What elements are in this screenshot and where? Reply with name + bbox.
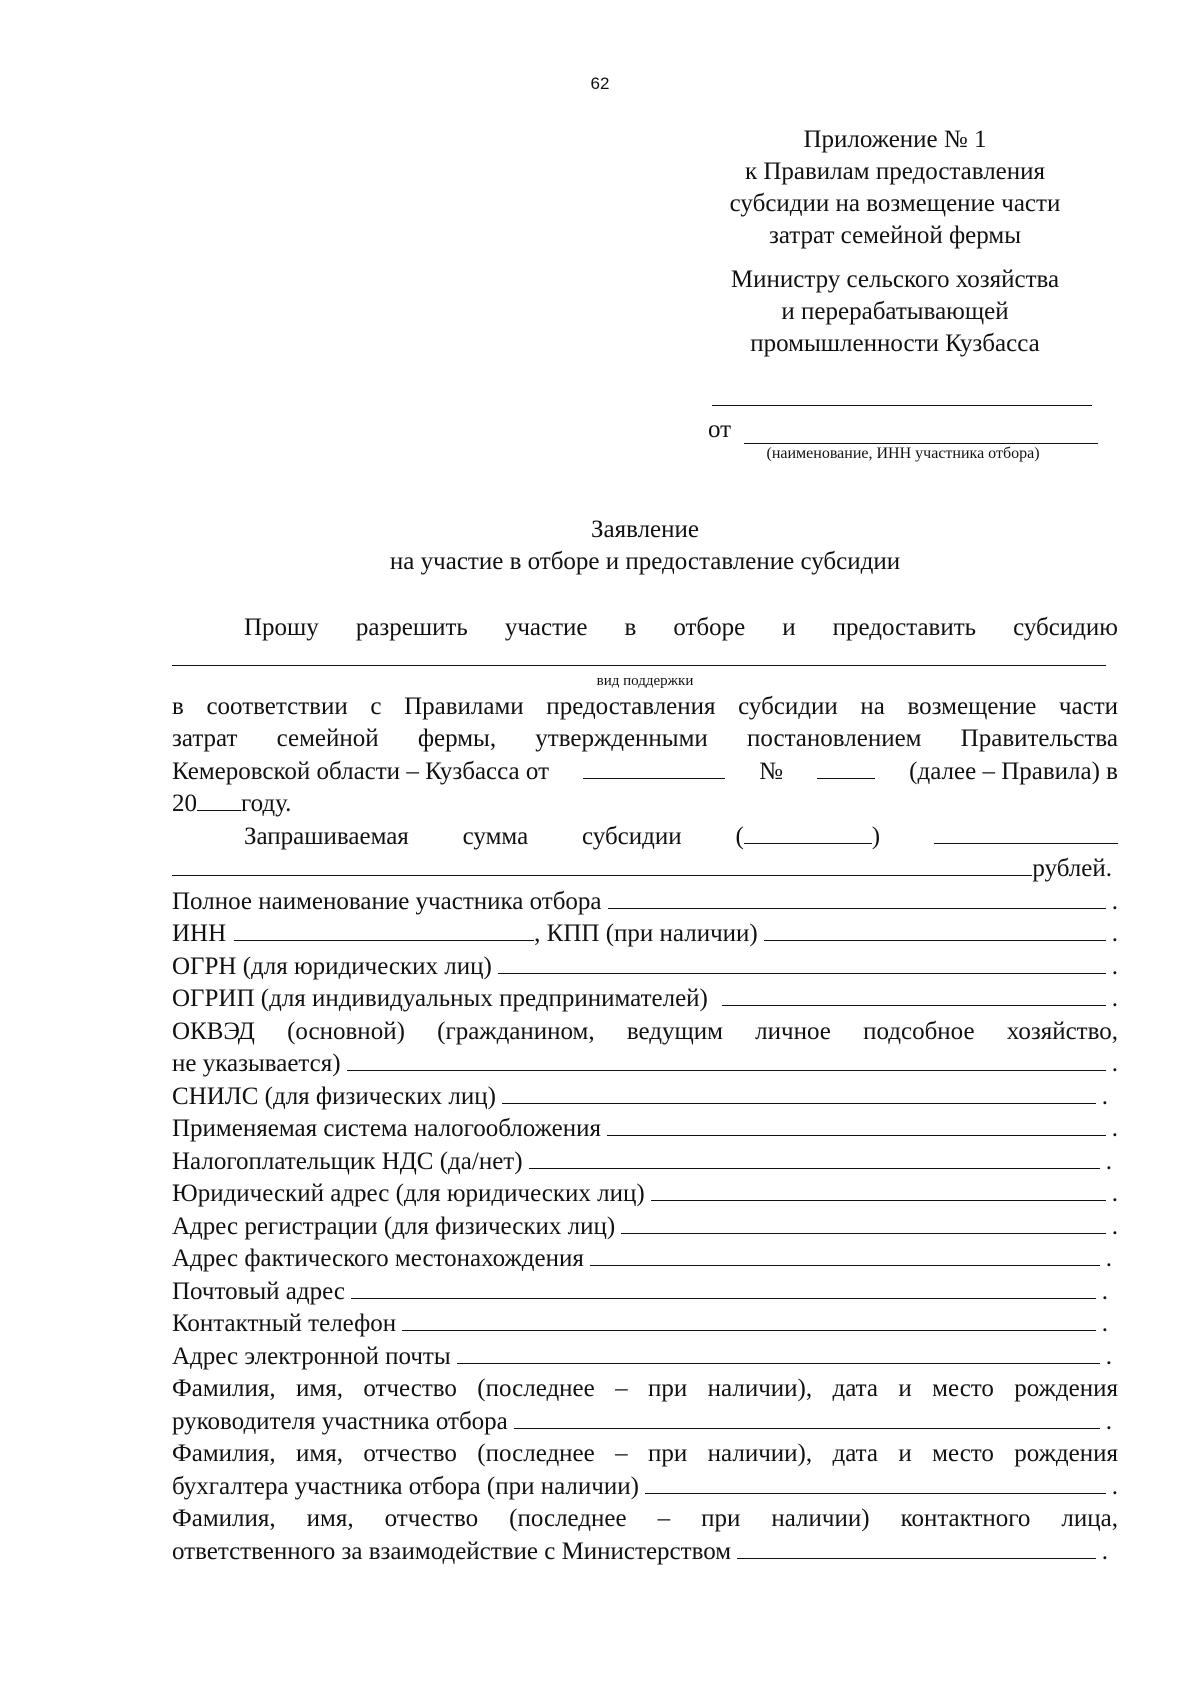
- request-word: предоставить: [832, 614, 977, 641]
- appendix-line: субсидии на возмещение части: [729, 190, 1061, 217]
- amount-words-blank-line[interactable]: [172, 855, 1032, 876]
- field-label: бухгалтера участника отбора (при наличии): [172, 1472, 639, 1500]
- field-label: Юридический адрес (для юридических лиц): [172, 1180, 645, 1207]
- appendix-header: [660, 124, 1130, 360]
- field-email: [172, 1341, 1118, 1374]
- field-label: Полное наименование участника отбора: [172, 887, 602, 915]
- field-label: Применяемая система налогообложения: [172, 1115, 601, 1142]
- field-dot: .: [1101, 1082, 1108, 1110]
- email-input-line[interactable]: [457, 1343, 1100, 1364]
- amount-words-line: [172, 853, 1118, 886]
- field-dot: .: [1111, 887, 1118, 915]
- page-number: 62: [590, 74, 610, 93]
- field-vat: [172, 1146, 1118, 1179]
- field-label: Почтовый адрес: [172, 1277, 345, 1305]
- appendix-line: затрат семейной фермы: [768, 222, 1021, 249]
- field-label: Адрес регистрации (для физических лиц): [172, 1212, 616, 1240]
- number-sign: №: [759, 757, 784, 785]
- addressee-line: промышленности Кузбасса: [750, 330, 1040, 357]
- field-label: ОГРИП (для индивидуальных предпринимателей): [172, 985, 708, 1012]
- resolution-number-blank[interactable]: [817, 758, 875, 779]
- request-line: [172, 612, 1118, 645]
- request-word: субсидию: [1013, 614, 1118, 641]
- amount-words-blank[interactable]: [934, 823, 1118, 844]
- field-label: Адрес фактического местонахождения: [172, 1245, 584, 1272]
- field-full-name: [172, 886, 1118, 919]
- amount-line: [172, 821, 1118, 854]
- rules-text: Кемеровской области – Кузбасса от: [172, 757, 549, 785]
- field-dot: .: [1111, 1115, 1118, 1142]
- field-dot: .: [1111, 952, 1118, 980]
- field-dot: .: [1101, 1537, 1108, 1565]
- field-head-line-1: Фамилия, имя, отчество (последнее – при наличии), дата и место рождения: [172, 1375, 1118, 1402]
- field-dot: .: [1111, 1050, 1118, 1077]
- amount-close-paren: ): [871, 822, 881, 850]
- rules-line-1: в соответствии с Правилами предоставления субсидии на возмещение части: [172, 692, 1118, 720]
- field-okved-line-1: ОКВЭД (основной) (гражданином, ведущим личное подсобное хозяйство,: [172, 1017, 1118, 1045]
- field-accountant-line-1: Фамилия, имя, отчество (последнее – при наличии), дата и место рождения: [172, 1440, 1118, 1467]
- field-label: руководителя участника отбора: [172, 1407, 508, 1435]
- tax-system-input-line[interactable]: [607, 1115, 1106, 1136]
- amount-open-paren: (: [735, 822, 744, 850]
- snils-input-line[interactable]: [502, 1083, 1096, 1104]
- document-title: [0, 514, 1200, 578]
- year-prefix: 20: [172, 790, 197, 817]
- year-suffix: году.: [241, 790, 292, 817]
- vat-input-line[interactable]: [529, 1148, 1100, 1169]
- field-head-line-2: [172, 1406, 1118, 1439]
- amount-digits-group: [735, 821, 880, 854]
- resolution-date-blank[interactable]: [583, 758, 725, 779]
- request-word: отборе: [673, 614, 746, 641]
- amount-digits-blank[interactable]: [744, 823, 872, 844]
- support-type-caption: вид поддержки: [596, 672, 694, 689]
- addressee-blank-line[interactable]: [712, 405, 1092, 406]
- field-dot: .: [1111, 1212, 1118, 1240]
- field-label: ответственного за взаимодействие с Министерством: [172, 1537, 732, 1565]
- field-label: Адрес электронной почты: [172, 1342, 451, 1370]
- inn-input-line[interactable]: [234, 920, 534, 941]
- request-word: и: [782, 614, 796, 641]
- field-phone: [172, 1308, 1118, 1341]
- rules-line-2: затрат семейной фермы, утвержденными постановлением Правительства: [172, 725, 1118, 752]
- field-label: Налогоплательщик НДС (да/нет): [172, 1147, 523, 1175]
- appendix-line: к Правилам предоставления: [744, 158, 1046, 185]
- field-okved-line-2: [172, 1048, 1118, 1081]
- appendix-line: Приложение № 1: [803, 126, 987, 153]
- field-dot: .: [1111, 1472, 1118, 1500]
- title-line-2: на участие в отборе и предоставление субсидии: [389, 548, 901, 575]
- field-dot: .: [1101, 1277, 1108, 1305]
- title-line-1: Заявление: [590, 516, 700, 543]
- field-label: СНИЛС (для физических лиц): [172, 1082, 496, 1110]
- field-dot: .: [1111, 985, 1118, 1012]
- support-type-blank-line[interactable]: [172, 645, 1106, 666]
- field-legal-address: [172, 1178, 1118, 1211]
- field-dot: .: [1111, 1180, 1118, 1207]
- rubles-label: рублей.: [1032, 855, 1112, 882]
- postal-address-input-line[interactable]: [351, 1278, 1096, 1299]
- request-word: в: [624, 614, 637, 641]
- field-label: ИНН: [172, 920, 227, 947]
- field-dot: .: [1105, 1245, 1112, 1272]
- field-reg-address: [172, 1211, 1118, 1244]
- amount-word: Запрашиваемая: [244, 822, 409, 850]
- ogrn-input-line[interactable]: [498, 953, 1106, 974]
- support-type-row: [172, 645, 1118, 671]
- from-caption: (наименование, ИНН участника отбора): [766, 445, 1040, 462]
- field-dot: .: [1101, 1310, 1108, 1337]
- phone-input-line[interactable]: [402, 1310, 1096, 1331]
- field-postal-address: [172, 1276, 1118, 1309]
- ogrip-input-line[interactable]: [722, 985, 1106, 1006]
- amount-word: субсидии: [582, 822, 682, 850]
- field-ogrip: [172, 983, 1118, 1016]
- contact-input-line[interactable]: [737, 1538, 1096, 1559]
- request-word: участие: [504, 614, 588, 641]
- from-label: от: [708, 416, 732, 443]
- field-actual-address: [172, 1243, 1118, 1276]
- field-dot: .: [1105, 1342, 1112, 1370]
- year-blank[interactable]: [197, 790, 241, 811]
- head-input-line[interactable]: [514, 1408, 1100, 1429]
- field-tax-system: [172, 1113, 1118, 1146]
- field-inn-kpp: [172, 918, 1118, 951]
- rules-line-4: [172, 788, 1118, 821]
- application-body: [172, 612, 1118, 1568]
- field-label: Контактный телефон: [172, 1310, 397, 1337]
- addressee-line: и перерабатывающей: [781, 298, 1009, 325]
- kpp-input-line[interactable]: [764, 920, 1106, 941]
- okved-input-line[interactable]: [347, 1050, 1106, 1071]
- amount-word: сумма: [462, 822, 529, 850]
- reg-address-input-line[interactable]: [621, 1213, 1106, 1234]
- field-ogrn: [172, 951, 1118, 984]
- request-word: Прошу: [244, 614, 319, 641]
- field-dot: .: [1111, 920, 1118, 947]
- field-contact-line-1: Фамилия, имя, отчество (последнее – при наличии) контактного лица,: [172, 1505, 1118, 1532]
- addressee-line: Министру сельского хозяйства: [730, 266, 1060, 293]
- field-contact-line-2: [172, 1536, 1118, 1569]
- legal-address-input-line[interactable]: [651, 1180, 1106, 1201]
- field-dot: .: [1105, 1407, 1112, 1435]
- field-label: ОГРН (для юридических лиц): [172, 952, 492, 980]
- actual-address-input-line[interactable]: [590, 1245, 1100, 1266]
- rules-line-3: [172, 756, 1118, 789]
- accountant-input-line[interactable]: [645, 1473, 1106, 1494]
- full-name-input-line[interactable]: [608, 888, 1106, 909]
- field-label: , КПП (при наличии): [534, 920, 758, 947]
- field-snils: [172, 1081, 1118, 1114]
- field-dot: .: [1105, 1147, 1112, 1175]
- request-word: разрешить: [355, 614, 468, 641]
- field-accountant-line-2: [172, 1471, 1118, 1504]
- field-label: не указывается): [172, 1050, 341, 1077]
- rules-text: (далее – Правила) в: [909, 757, 1118, 785]
- from-row: [708, 414, 1098, 446]
